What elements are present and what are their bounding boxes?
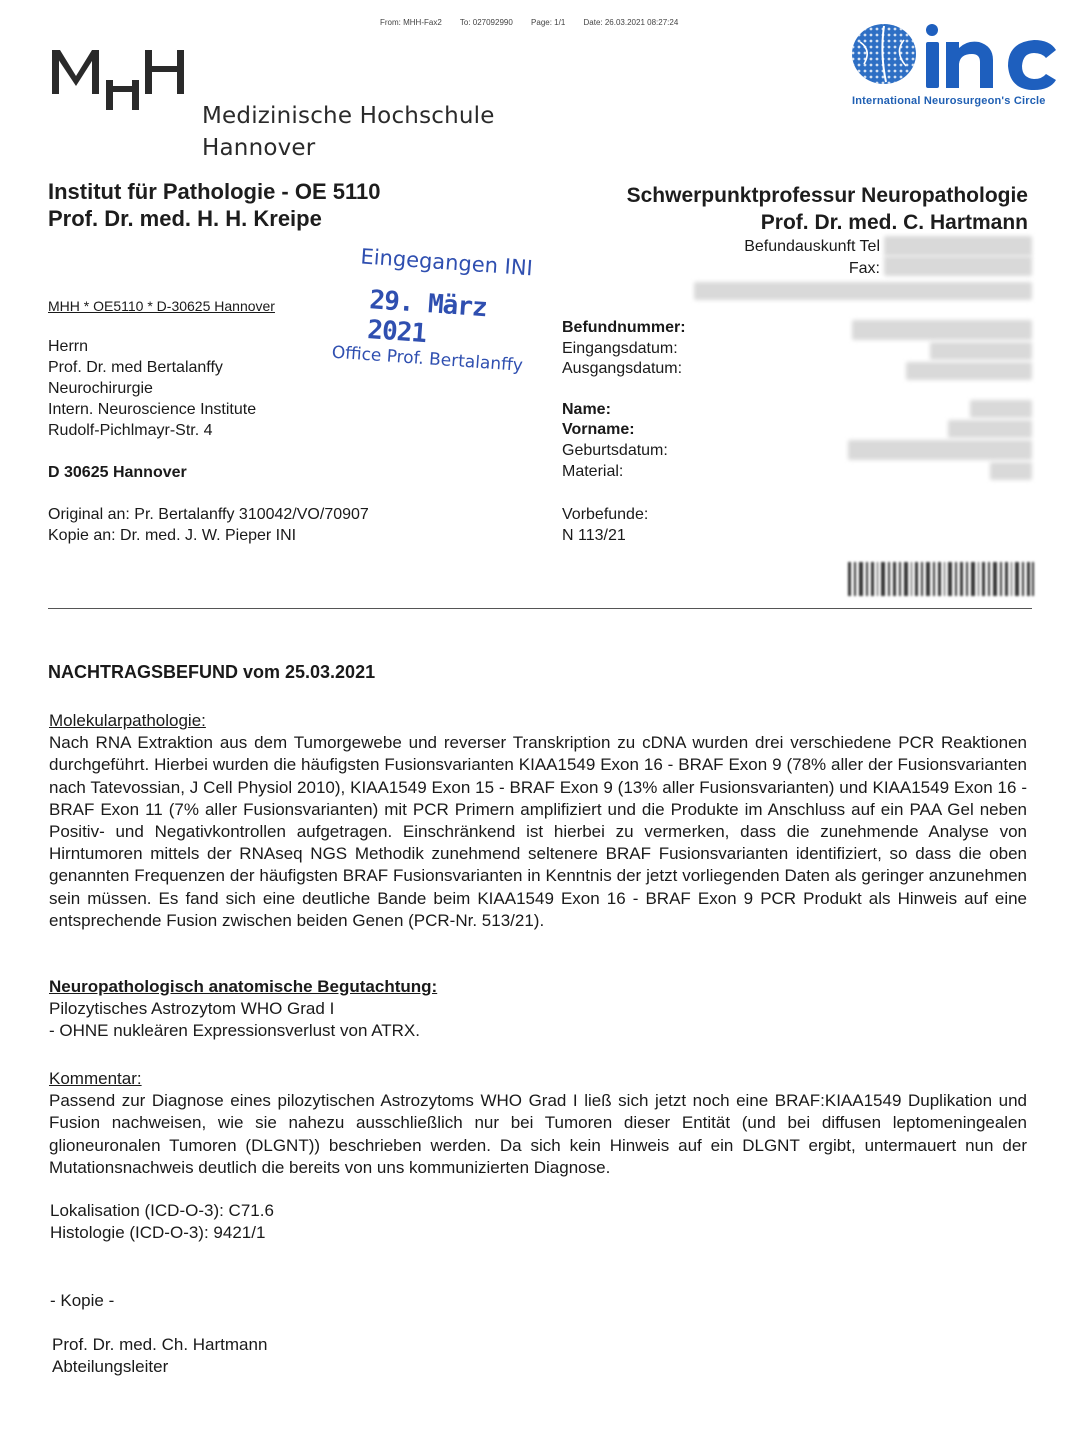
kopie-mark: - Kopie - bbox=[50, 1291, 115, 1310]
sender-line: MHH * OE5110 * D-30625 Hannover bbox=[48, 298, 275, 314]
tel-label: Befundauskunft Tel bbox=[744, 238, 880, 255]
redacted-fax bbox=[884, 256, 1032, 276]
institute-line2: Prof. Dr. med. H. H. Kreipe bbox=[48, 206, 322, 231]
redacted-material bbox=[990, 462, 1032, 480]
icd-codes bbox=[50, 1200, 274, 1244]
comment-section bbox=[49, 1068, 1027, 1179]
label-eingangsdatum: Eingangsdatum: bbox=[562, 339, 678, 357]
inc-caption: International Neurosurgeon's Circle bbox=[852, 95, 1046, 107]
vorbefunde bbox=[562, 504, 648, 546]
label-vorbefunde: Vorbefunde: bbox=[562, 506, 649, 523]
received-stamp bbox=[329, 243, 549, 407]
label-material: Material: bbox=[562, 462, 624, 480]
redacted-geburtsdatum bbox=[848, 440, 1032, 460]
copy-original: Original an: Pr. Bertalanffy 310042/VO/70907 bbox=[48, 506, 369, 523]
redacted-vorname bbox=[948, 420, 1032, 438]
stamp-line1: Eingegangen INI bbox=[359, 244, 534, 281]
neuro-line1: Pilozytisches Astrozytom WHO Grad I bbox=[49, 999, 335, 1019]
institute-title bbox=[48, 178, 381, 232]
label-geburtsdatum: Geburtsdatum: bbox=[562, 441, 668, 459]
report-info-labels bbox=[562, 318, 686, 482]
fax-to: To: 027092990 bbox=[459, 18, 513, 27]
mhh-name-line1: Medizinische Hochschule bbox=[202, 103, 495, 129]
redacted-befundnummer bbox=[852, 320, 1032, 340]
inc-logo-icon bbox=[850, 20, 1060, 92]
fax-date: Date: 26.03.2021 08:27:24 bbox=[583, 18, 679, 27]
stamp-date: 29. März 2021 bbox=[366, 285, 488, 350]
fax-from: From: MHH-Fax2 bbox=[380, 18, 442, 27]
neuro-line2: - OHNE nukleären Expressionsverlust von ATRX. bbox=[49, 1021, 420, 1041]
copy-kopie: Kopie an: Dr. med. J. W. Pieper INI bbox=[48, 527, 297, 544]
molecular-section bbox=[49, 710, 1027, 932]
signature-name: Prof. Dr. med. Ch. Hartmann bbox=[52, 1335, 268, 1354]
recipient-address bbox=[48, 336, 256, 441]
molecular-heading: Molekularpathologie: bbox=[49, 711, 206, 730]
contact-labels bbox=[744, 236, 880, 280]
lokalisation: Lokalisation (ICD-O-3): C71.6 bbox=[50, 1201, 274, 1220]
stamp-line3: Office Prof. Bertalanffy bbox=[331, 342, 524, 376]
mhh-logo-icon bbox=[52, 46, 192, 110]
redacted-ausgangsdatum bbox=[906, 362, 1032, 380]
professorship-title bbox=[627, 182, 1028, 236]
barcode-icon bbox=[848, 562, 1034, 596]
label-befundnummer: Befundnummer: bbox=[562, 319, 686, 336]
redacted-eingangsdatum bbox=[930, 342, 1032, 360]
label-name: Name: bbox=[562, 400, 611, 418]
comment-text: Passend zur Diagnose eines pilozytischen Astrozytoms WHO Grad I ließ sich jetzt noch eine BRAF:KIAA1549 Duplikation und Fusion nachweisen, wie sie nahezu ausschließlich nur bei Tumoren dieser Entität (und bei diffusen leptomeningealen glioneuronalen Tumoren (DLGNT)) beschrieben werden. Da sich kein Hinweis auf ein DLGNT ergibt, untermauert nun der Mutationsnachweis deutlich die bereits von uns kommunizierten Diagnose. bbox=[49, 1091, 1027, 1177]
fax-page: Page: 1/1 bbox=[531, 18, 566, 27]
signature-role: Abteilungsleiter bbox=[52, 1357, 169, 1376]
label-vorname: Vorname: bbox=[562, 421, 635, 439]
vorbefunde-value: N 113/21 bbox=[562, 527, 626, 544]
fax-header bbox=[380, 18, 694, 27]
redacted-name bbox=[970, 400, 1032, 418]
copies bbox=[48, 504, 369, 546]
recipient-salutation: Herrn bbox=[48, 338, 89, 355]
neuro-heading: Neuropathologisch anatomische Begutachtung: bbox=[49, 977, 438, 996]
comment-heading: Kommentar: bbox=[49, 1069, 142, 1088]
signature bbox=[52, 1334, 267, 1378]
molecular-text: Nach RNA Extraktion aus dem Tumorgewebe und reverser Transkription zu cDNA wurden drei verschiedene PCR Reaktionen durchgeführt. Hierbei wurden die häufigsten Fusionsvarianten KIAA1549 Exon 16 - BRAF Exon 9 (78% aller der Fusionsvarianten nach Tatevossian, J Cell Physiol 2010), KIAA1549 Exon 15 - BRAF Exon 9 (13% aller Fusionsvarianten) und KIAA1549 Exon 16 - BRAF Exon 11 (7% aller Fusionsvarianten) mit PCR Primern amplifiziert und die Produkte im Anschluss auf ein PAA Gel neben Positiv- und Negativkontrollen aufgetragen. Einschränkend ist hierbei zu vermerken, dass die zunehmende Analyse von Hirntumoren mittels der RNAseq NGS Methodik zunehmend seltenere BRAF Fusionsvarianten identifiziert, so dass die oben genannten Frequenzen der häufigsten BRAF Fusionsvarianten in Kenntnis der jetzt vorliegenden Daten als geringer anzunehmen sein müssen. Es fand sich eine deutliche Bande beim KIAA1549 Exon 16 - BRAF Exon 9 PCR Produkt als Hinweis auf eine entsprechende Fusion zwischen beiden Genen (PCR-Nr. 513/21). bbox=[49, 733, 1027, 930]
recipient-department: Neurochirurgie bbox=[48, 380, 153, 397]
mhh-name bbox=[202, 100, 495, 164]
neuro-section bbox=[49, 976, 1027, 1043]
report-title: NACHTRAGSBEFUND vom 25.03.2021 bbox=[48, 662, 376, 682]
divider bbox=[48, 608, 1032, 609]
recipient-institute: Intern. Neuroscience Institute bbox=[48, 401, 257, 418]
recipient-city: D 30625 Hannover bbox=[48, 464, 187, 481]
histologie: Histologie (ICD-O-3): 9421/1 bbox=[50, 1223, 266, 1242]
redacted-tel bbox=[884, 236, 1032, 256]
recipient-name: Prof. Dr. med Bertalanffy bbox=[48, 359, 223, 376]
redacted-email bbox=[694, 282, 1032, 300]
professorship-line1: Schwerpunktprofessur Neuropathologie bbox=[626, 184, 1028, 207]
professorship-line2: Prof. Dr. med. C. Hartmann bbox=[760, 211, 1028, 234]
recipient-street: Rudolf-Pichlmayr-Str. 4 bbox=[48, 422, 213, 439]
fax-label: Fax: bbox=[848, 260, 880, 277]
institute-line1: Institut für Pathologie - OE 5110 bbox=[48, 179, 381, 204]
mhh-name-line2: Hannover bbox=[202, 135, 316, 161]
label-ausgangsdatum: Ausgangsdatum: bbox=[562, 360, 683, 378]
